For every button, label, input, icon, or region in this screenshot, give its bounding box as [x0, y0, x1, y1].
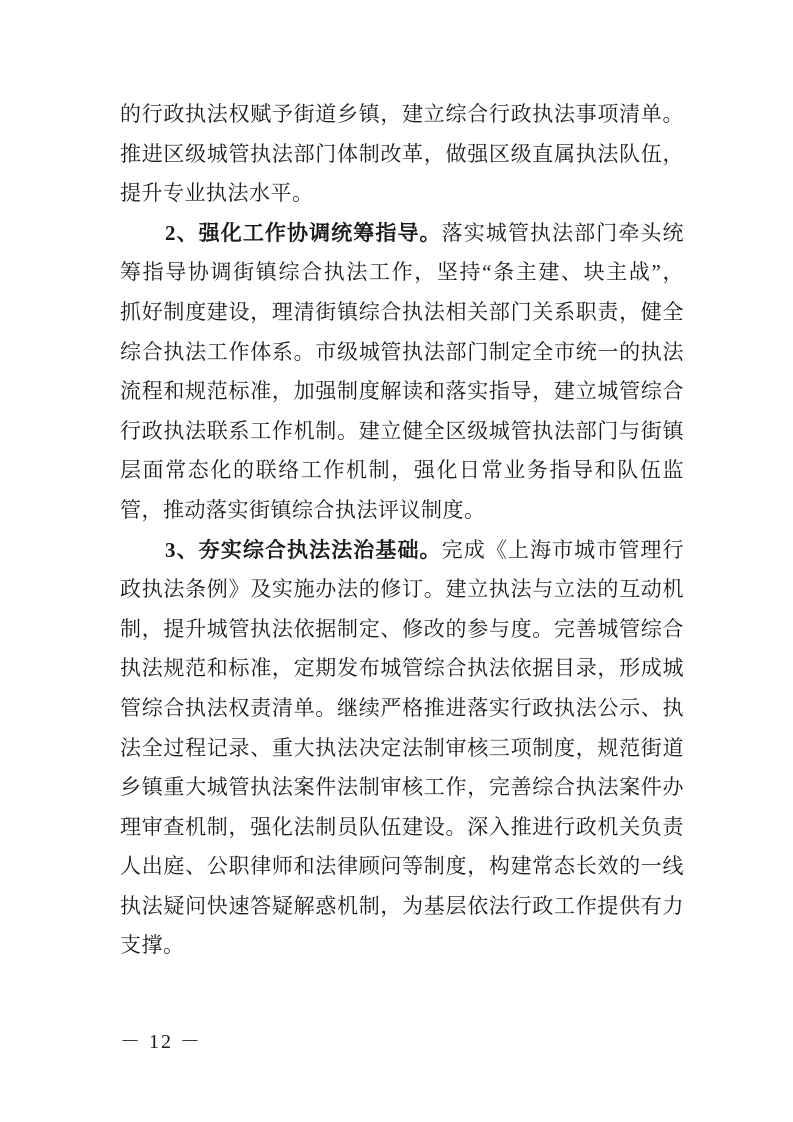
text-line-section-3 [120, 531, 684, 571]
text-line [120, 372, 684, 412]
body-text: 推进区级城管执法部门体制改革，做强区级直属执法队伍， [120, 141, 684, 166]
section-heading: 2、强化工作协调统筹指导。 [165, 220, 442, 245]
text-line [120, 610, 684, 650]
text-line [120, 808, 684, 848]
body-text: 层面常态化的联络工作机制，强化日常业务指导和队伍监 [120, 458, 684, 483]
body-text: 行政执法联系工作机制。建立健全区级城管执法部门与街镇 [120, 418, 684, 443]
text-line [120, 926, 684, 966]
text-line [120, 95, 684, 135]
body-text: 人出庭、公职律师和法律顾问等制度，构建常态长效的一线 [120, 854, 684, 879]
document-body [120, 95, 684, 966]
text-line [120, 333, 684, 373]
text-line [120, 768, 684, 808]
body-text: 乡镇重大城管执法案件法制审核工作，完善综合执法案件办 [120, 775, 684, 800]
section-heading: 3、夯实综合执法法治基础。 [165, 537, 442, 562]
body-text: 流程和规范标准，加强制度解读和落实指导，建立城管综合 [120, 379, 684, 404]
text-line [120, 887, 684, 927]
text-line [120, 451, 684, 491]
page-number: － 12 － [120, 1031, 202, 1053]
body-text: 法全过程记录、重大执法决定法制审核三项制度，规范街道 [120, 735, 684, 760]
body-text: 政执法条例》及实施办法的修订。建立执法与立法的互动机 [120, 577, 684, 602]
body-text: 的行政执法权赋予街道乡镇，建立综合行政执法事项清单。 [120, 102, 684, 126]
text-line-section-2 [120, 214, 684, 254]
body-text: 支撑。 [120, 933, 185, 958]
body-text: 管，推动落实街镇综合执法评议制度。 [120, 497, 486, 522]
text-line [120, 847, 684, 887]
body-text: 执法疑问快速答疑解惑机制，为基层依法行政工作提供有力 [120, 893, 684, 918]
body-text: 完成《上海市城市管理行 [441, 537, 684, 562]
body-text: 理审查机制，强化法制员队伍建设。深入推进行政机关负责 [120, 814, 684, 839]
text-line [120, 253, 684, 293]
text-line [120, 293, 684, 333]
text-line [120, 491, 684, 531]
body-text: 执法规范和标准，定期发布城管综合执法依据目录，形成城 [120, 656, 684, 681]
body-text: 提升专业执法水平。 [120, 181, 314, 206]
body-text: 筹指导协调街镇综合执法工作，坚持“条主建、块主战”， [120, 260, 684, 285]
text-line [120, 689, 684, 729]
body-text: 落实城管执法部门牵头统 [441, 220, 684, 245]
text-line [120, 174, 684, 214]
text-line [120, 649, 684, 689]
body-text: 制，提升城管执法依据制定、修改的参与度。完善城管综合 [120, 616, 684, 641]
text-line [120, 729, 684, 769]
text-line [120, 570, 684, 610]
text-line [120, 412, 684, 452]
body-text: 管综合执法权责清单。继续严格推进落实行政执法公示、执 [120, 695, 684, 720]
text-line [120, 135, 684, 175]
body-text: 抓好制度建设，理清街镇综合执法相关部门关系职责，健全 [120, 299, 684, 324]
body-text: 综合执法工作体系。市级城管执法部门制定全市统一的执法 [120, 339, 684, 364]
